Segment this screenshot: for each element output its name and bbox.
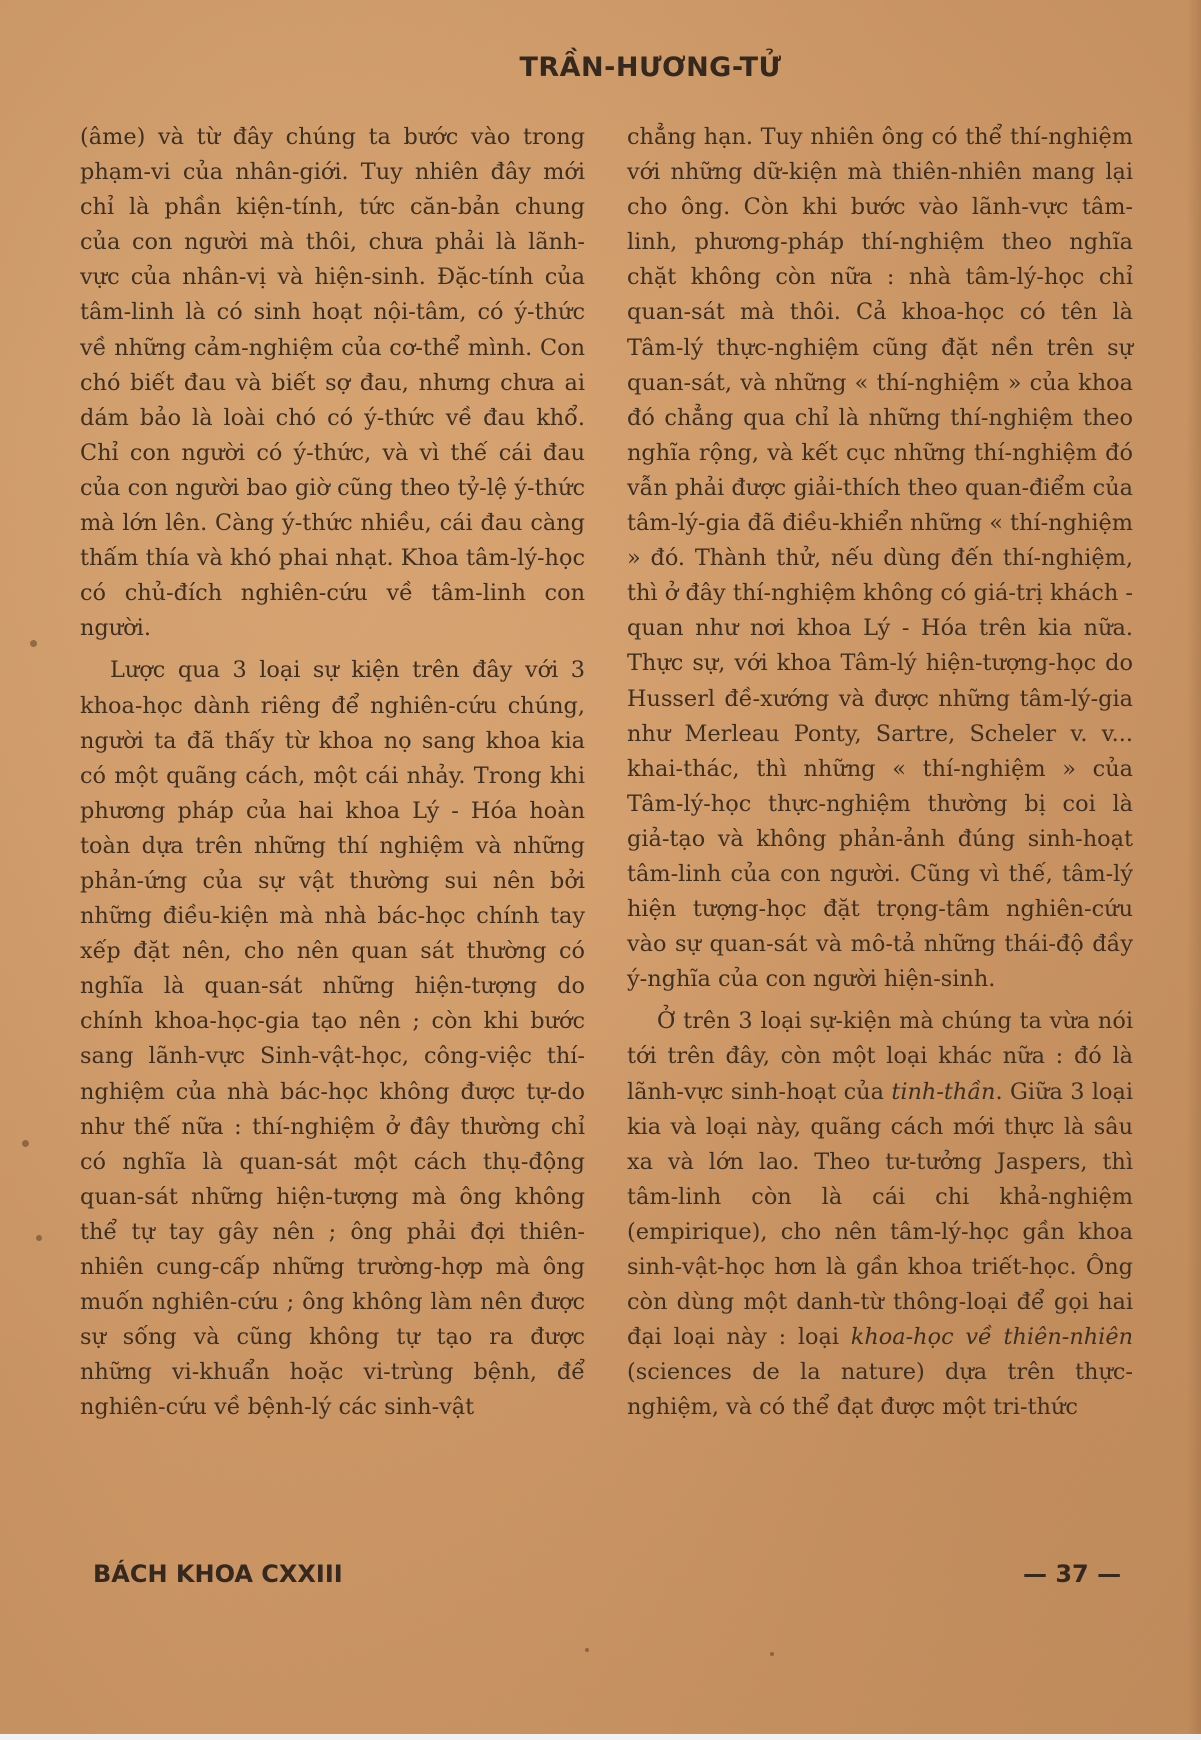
page-bottom-border bbox=[0, 1734, 1201, 1740]
right-paragraph-2-part-2: . Giữa 3 loại kia và loại này, quãng cách mới thực là sâu xa và lớn lao. Theo tư-tưởng Jaspers, thì tâm-linh còn là cái chi khả-nghiệm (empirique), cho nên tâm-lý-học gần khoa sinh-vật-học hơn là gần khoa triết-học. Ông còn dùng một danh-từ thông-loại để gọi hai đại loại này : loại bbox=[627, 1078, 1134, 1351]
running-title: TRẦN-HƯƠNG-TỬ bbox=[519, 52, 782, 83]
paper-speck bbox=[585, 1648, 589, 1652]
left-paragraph-1: (âme) và từ đây chúng ta bước vào trong phạm-vi của nhân-giới. Tuy nhiên đây mới chỉ là phần kiện-tính, tức căn-bản chung của con người mà thôi, chưa phải là lãnh-vực của nhân-vị và hiện-sinh. Đặc-tính của tâm-linh là có sinh hoạt nội-tâm, có ý-thức về những cảm-nghiệm của cơ-thể mình. Con chó biết đau và biết sợ đau, nhưng chưa ai dám bảo là loài chó có ý-thức về đau khổ. Chỉ con người có ý-thức, và vì thế cái đau của con người bao giờ cũng theo tỷ-lệ ý-thức mà lớn lên. Càng ý-thức nhiều, cái đau càng thấm thía và khó phai nhạt. Khoa tâm-lý-học có chủ-đích nghiên-cứu về tâm-linh con người. bbox=[80, 124, 585, 642]
right-paragraph-2-part-1: Ở trên 3 loại sự-kiện mà chúng ta vừa nói tới trên đây, còn một loại khác nữa : đó là lãnh-vực sinh-hoạt của bbox=[627, 1008, 1133, 1105]
page-edge-shadow bbox=[1187, 0, 1201, 1740]
left-column bbox=[80, 120, 585, 1425]
right-paragraph-2 bbox=[627, 1004, 1133, 1425]
right-paragraph-2-part-3: (sciences de la nature) dựa trên thực-nghiệm, và có thể đạt được một tri-thức bbox=[627, 1359, 1133, 1421]
emphasis-khoa-hoc-thien-nhien: khoa-học về thiên-nhiên bbox=[850, 1324, 1133, 1351]
right-paragraph-1: chẳng hạn. Tuy nhiên ông có thể thí-nghiệm với những dữ-kiện mà thiên-nhiên mang lại cho ông. Còn khi bước vào lãnh-vực tâm-linh, phương-pháp thí-nghiệm theo nghĩa chặt không còn nữa : nhà tâm-lý-học chỉ quan-sát mà thôi. Cả khoa-học có tên là Tâm-lý thực-nghiệm cũng đặt nền trên sự quan-sát, và những « thí-nghiệm » của khoa đó chẳng qua chỉ là những thí-nghiệm theo nghĩa rộng, và kết cục những thí-nghiệm đó vẫn phải được giải-thích theo quan-điểm của tâm-lý-gia đã điều-khiển những « thí-nghiệm » đó. Thành thử, nếu dùng đến thí-nghiệm, thì ở đây thí-nghiệm không có giá-trị khách - quan như nơi khoa Lý - Hóa trên kia nữa. Thực sự, với khoa Tâm-lý hiện-tượng-học do Husserl đề-xướng và được những tâm-lý-gia như Merleau Ponty, Sartre, Scheler v. v... khai-thác, thì những « thí-nghiệm » của Tâm-lý-học thực-nghiệm thường bị coi là giả-tạo và không phản-ảnh đúng sinh-hoạt tâm-linh của con người. Cũng vì thế, tâm-lý hiện tượng-học đặt trọng-tâm nghiên-cứu vào sự quan-sát và mô-tả những thái-độ đầy ý-nghĩa của con người hiện-sinh. bbox=[627, 124, 1133, 993]
paper-speck bbox=[36, 1235, 42, 1241]
paper-speck bbox=[770, 1652, 774, 1656]
emphasis-tinh-than: tinh-thần bbox=[891, 1078, 996, 1105]
running-header bbox=[0, 52, 1201, 83]
paper-speck bbox=[30, 640, 37, 647]
publication-footer: BÁCH KHOA CXXIII bbox=[93, 1560, 343, 1588]
paper-speck bbox=[22, 1140, 29, 1147]
page-number: — 37 — bbox=[1023, 1560, 1122, 1588]
right-column bbox=[627, 120, 1133, 1425]
left-paragraph-2: Lược qua 3 loại sự kiện trên đây với 3 khoa-học dành riêng để nghiên-cứu chúng, người ta đã thấy từ khoa nọ sang khoa kia có một quãng cách, một cái nhảy. Trong khi phương pháp của hai khoa Lý - Hóa hoàn toàn dựa trên những thí nghiệm và những phản-ứng của sự vật thường sui nên bởi những điều-kiện mà nhà bác-học chính tay xếp đặt nên, cho nên quan sát thường có nghĩa là quan-sát những hiện-tượng do chính khoa-học-gia tạo nên ; còn khi bước sang lãnh-vực Sinh-vật-học, công-việc thí-nghiệm của nhà bác-học không được tự-do như thế nữa : thí-nghiệm ở đây thường chỉ có nghĩa là quan-sát một cách thụ-động quan-sát những hiện-tượng mà ông không thể tự tay gây nên ; ông phải đợi thiên-nhiên cung-cấp những trường-hợp mà ông muốn nghiên-cứu ; ông không làm nên được sự sống và cũng không tự tạo ra được những vi-khuẩn hoặc vi-trùng bệnh, để nghiên-cứu về bệnh-lý các sinh-vật bbox=[80, 657, 585, 1421]
